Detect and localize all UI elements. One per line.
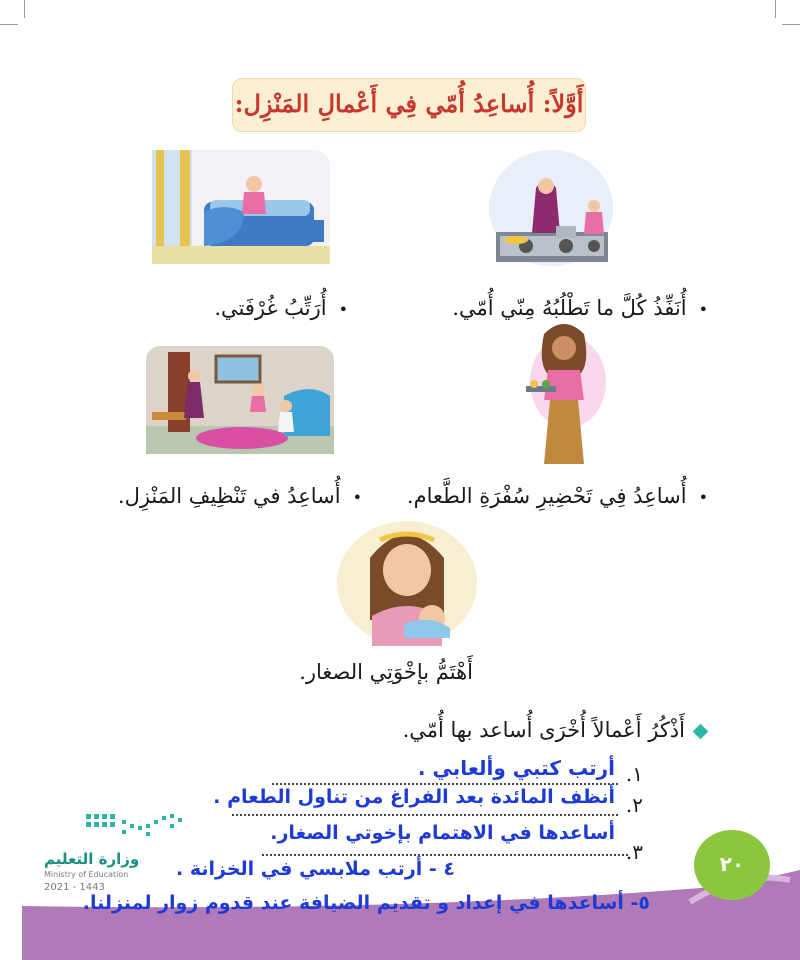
task-caption-care-siblings: أَهْتَمُّ بإخْوَتِي الصغار.	[299, 660, 473, 684]
answer-5: ٥- أساعدها في إعداد و تقديم الضيافة عند قدوم زوار لمنزلنا.	[82, 892, 650, 914]
task-caption-set-table: •أُساعِدُ فِي تَحْضِيرِ سُفْرَةِ الطَّعام.	[406, 484, 708, 508]
task-caption-clean-house: •أُساعِدُ في تَنْظِيفِ المَنْزِل.	[117, 484, 362, 508]
ministry-logo-icon	[86, 812, 186, 842]
answer-4: ٤ - أرتب ملابسي في الخزانة .	[176, 858, 455, 880]
bullet: •	[338, 300, 348, 319]
answer-number-1: ١.	[625, 762, 643, 786]
page-number: ٢٠	[719, 852, 745, 876]
answer-3: أساعدها في الاهتمام بإخوتي الصغار.	[270, 822, 615, 844]
section-title: أَوَّلاً: أُساعِدُ أُمّي فِي أَعْمالِ المَنْزِل:	[234, 89, 584, 118]
ministry-name-en: Ministry of Education	[44, 870, 129, 879]
task-caption-tidy-room: •أُرَتِّبُ غُرْفَتي.	[214, 296, 348, 320]
ministry-name-ar: وزارة التعليم	[44, 850, 140, 868]
bullet: •	[698, 300, 708, 319]
exercise-prompt: أَذْكُرُ أَعْمالاً أُخْرَى أُساعد بها أُمّي.	[403, 718, 706, 742]
bullet: •	[352, 488, 362, 507]
answer-number-3: ٣.	[625, 840, 643, 864]
bullet: •	[698, 488, 708, 507]
answer-2: أنظف المائدة بعد الفراغ من تناول الطعام .	[213, 786, 615, 808]
answer-1: أرتب كتبي وألعابي .	[417, 756, 615, 780]
ministry-year: 2021 - 1443	[44, 882, 105, 893]
task-caption-follow-instructions: •أُنَفِّذُ كُلَّ ما تَطْلُبُهُ مِنّي أُمّي.	[452, 296, 708, 320]
answer-number-2: ٢.	[625, 793, 643, 817]
